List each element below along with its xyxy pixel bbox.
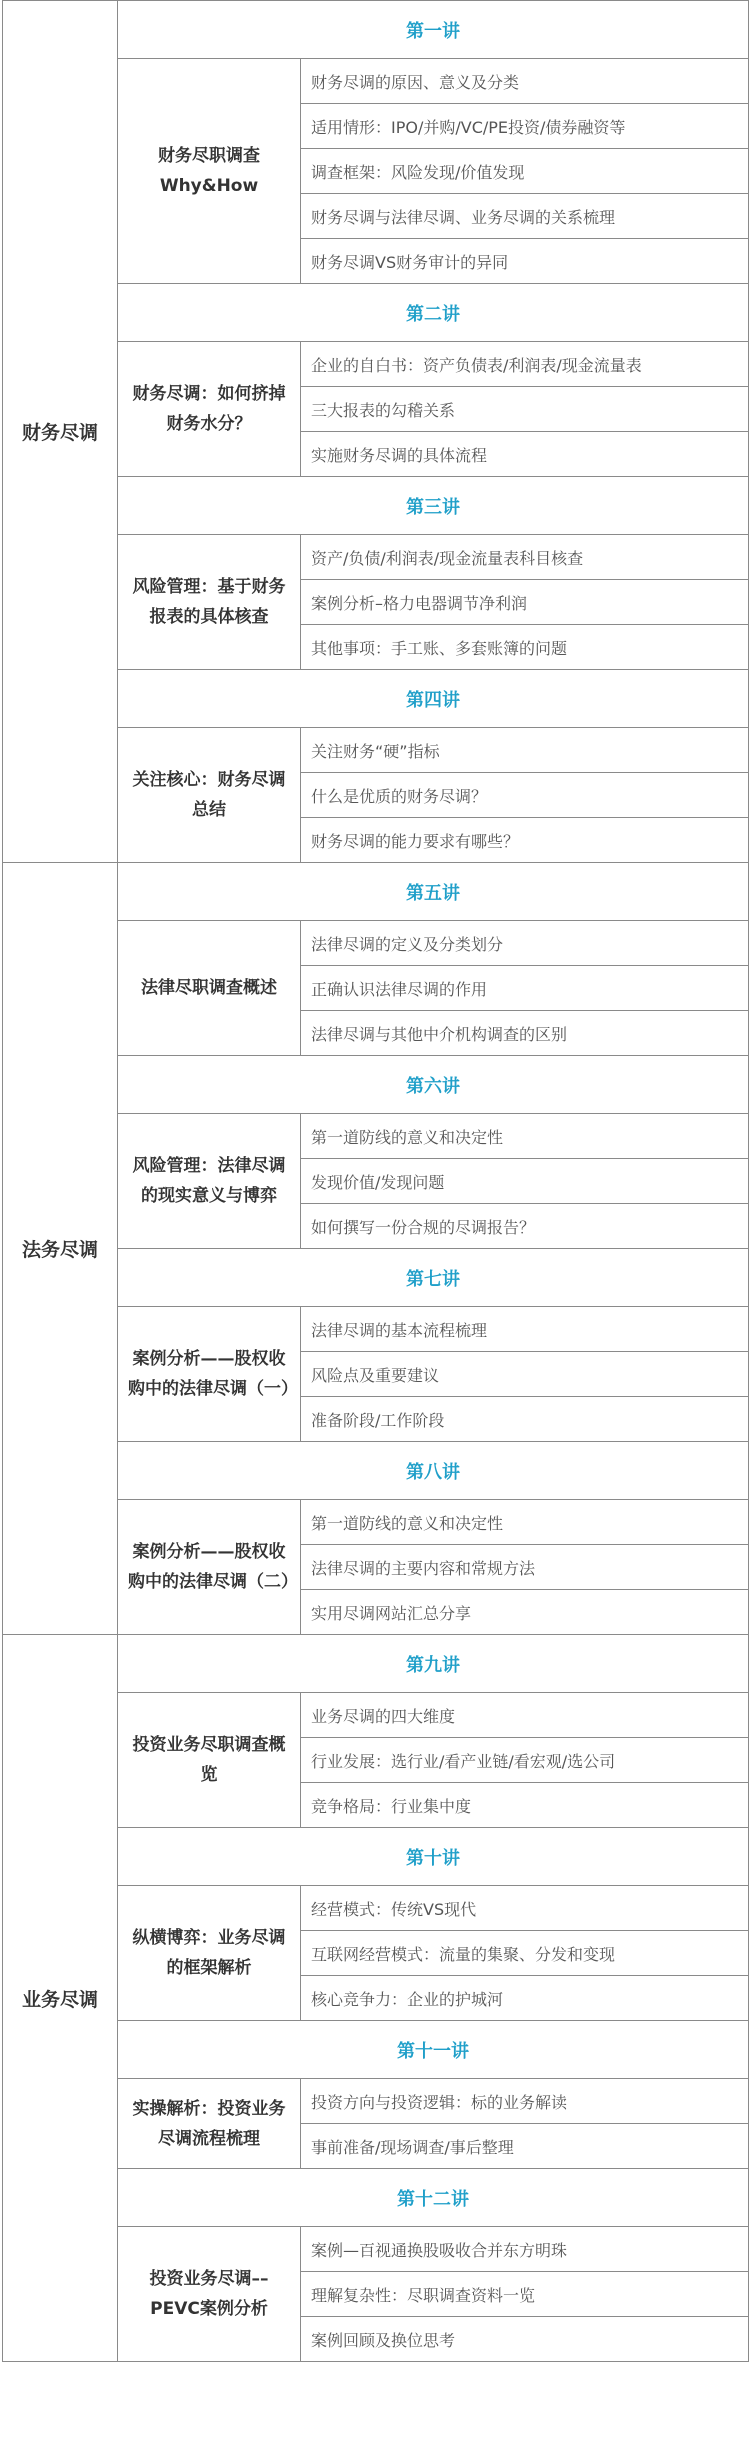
lecture-item: 法律尽调的定义及分类划分 [301,921,749,966]
lecture-topic: 法律尽职调查概述 [118,921,301,1056]
section-category: 业务尽调 [3,1635,118,2362]
lecture-item: 正确认识法律尽调的作用 [301,966,749,1011]
lecture-item: 法律尽调与其他中介机构调查的区别 [301,1011,749,1056]
lecture-topic: 财务尽职调查 Why&How [118,59,301,284]
lecture-topic: 风险管理：法律尽调的现实意义与博弈 [118,1114,301,1249]
lecture-item: 适用情形：IPO/并购/VC/PE投资/债券融资等 [301,104,749,149]
lecture-title: 第六讲 [118,1056,749,1114]
lecture-item: 财务尽调与法律尽调、业务尽调的关系梳理 [301,194,749,239]
lecture-topic: 投资业务尽调–– PEVC案例分析 [118,2227,301,2362]
lecture-item: 发现价值/发现问题 [301,1159,749,1204]
lecture-topic: 投资业务尽职调查概览 [118,1693,301,1828]
lecture-topic: 案例分析——股权收购中的法律尽调（一） [118,1307,301,1442]
lecture-title: 第十一讲 [118,2021,749,2079]
lecture-title: 第四讲 [118,670,749,728]
lecture-item: 财务尽调的原因、意义及分类 [301,59,749,104]
lecture-item: 财务尽调的能力要求有哪些？ [301,818,749,863]
lecture-item: 实用尽调网站汇总分享 [301,1590,749,1635]
lecture-item: 事前准备/现场调查/事后整理 [301,2124,749,2169]
lecture-title: 第十讲 [118,1828,749,1886]
lecture-item: 其他事项：手工账、多套账簿的问题 [301,625,749,670]
lecture-topic: 财务尽调：如何挤掉财务水分？ [118,342,301,477]
lecture-item: 三大报表的勾稽关系 [301,387,749,432]
lecture-item: 资产/负债/利润表/现金流量表科目核查 [301,535,749,580]
lecture-title: 第三讲 [118,477,749,535]
lecture-item: 法律尽调的基本流程梳理 [301,1307,749,1352]
lecture-item: 企业的自白书：资产负债表/利润表/现金流量表 [301,342,749,387]
lecture-item: 法律尽调的主要内容和常规方法 [301,1545,749,1590]
lecture-item: 案例分析–格力电器调节净利润 [301,580,749,625]
section-category: 财务尽调 [3,1,118,863]
lecture-title: 第二讲 [118,284,749,342]
lecture-item: 案例回顾及换位思考 [301,2317,749,2362]
lecture-header-row [3,863,749,921]
lecture-item: 经营模式：传统VS现代 [301,1886,749,1931]
lecture-item: 调查框架：风险发现/价值发现 [301,149,749,194]
lecture-topic: 关注核心：财务尽调总结 [118,728,301,863]
lecture-item: 案例—百视通换股吸收合并东方明珠 [301,2227,749,2272]
lecture-title: 第九讲 [118,1635,749,1693]
lecture-title: 第五讲 [118,863,749,921]
curriculum-body [3,1,749,2362]
lecture-topic: 案例分析——股权收购中的法律尽调（二） [118,1500,301,1635]
lecture-item: 第一道防线的意义和决定性 [301,1114,749,1159]
lecture-item: 风险点及重要建议 [301,1352,749,1397]
lecture-topic: 实操解析：投资业务尽调流程梳理 [118,2079,301,2169]
lecture-item: 核心竞争力：企业的护城河 [301,1976,749,2021]
lecture-title: 第七讲 [118,1249,749,1307]
lecture-header-row [3,1635,749,1693]
curriculum-table [2,0,749,2362]
lecture-title: 第一讲 [118,1,749,59]
lecture-item: 第一道防线的意义和决定性 [301,1500,749,1545]
lecture-item: 竞争格局：行业集中度 [301,1783,749,1828]
lecture-title: 第八讲 [118,1442,749,1500]
lecture-title: 第十二讲 [118,2169,749,2227]
lecture-topic: 纵横博弈：业务尽调的框架解析 [118,1886,301,2021]
lecture-item: 理解复杂性：尽职调查资料一览 [301,2272,749,2317]
lecture-topic: 风险管理：基于财务报表的具体核查 [118,535,301,670]
lecture-item: 什么是优质的财务尽调？ [301,773,749,818]
lecture-item: 财务尽调VS财务审计的异同 [301,239,749,284]
lecture-item: 准备阶段/工作阶段 [301,1397,749,1442]
lecture-item: 如何撰写一份合规的尽调报告？ [301,1204,749,1249]
lecture-item: 互联网经营模式：流量的集聚、分发和变现 [301,1931,749,1976]
lecture-item: 关注财务“硬”指标 [301,728,749,773]
section-category: 法务尽调 [3,863,118,1635]
lecture-item: 投资方向与投资逻辑：标的业务解读 [301,2079,749,2124]
lecture-item: 业务尽调的四大维度 [301,1693,749,1738]
lecture-header-row [3,1,749,59]
lecture-item: 行业发展：选行业/看产业链/看宏观/选公司 [301,1738,749,1783]
lecture-item: 实施财务尽调的具体流程 [301,432,749,477]
